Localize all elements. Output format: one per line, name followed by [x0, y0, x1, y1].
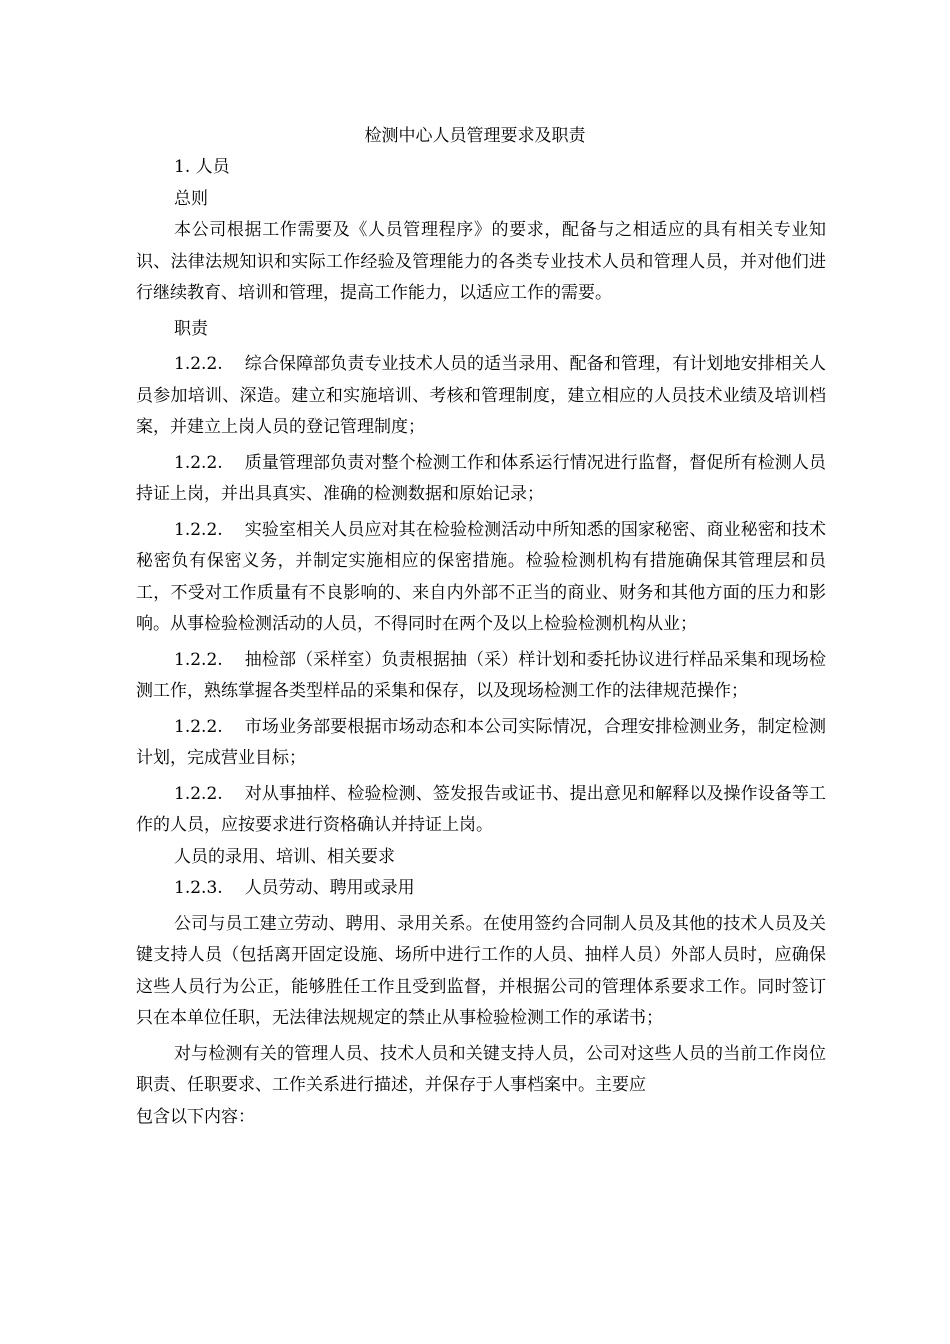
duty-text: 抽检部（采样室）负责根据抽（采）样计划和委托协议进行样品采集和现场检测工作，熟练掌握各类型样品的采集和保存，以及现场检测工作的法律规范操作；	[136, 649, 826, 701]
duty-text: 实验室相关人员应对其在检验检测活动中所知悉的国家秘密、商业秘密和技术秘密负有保密义务，并制定实施相应的保密措施。检验检测机构有措施确保其管理层和员工，不受对工作质量有不良影响的、来自内外部不正当的商业、财务和其他方面的压力和影响。从事检验检测活动的人员，不得同时在两个及以上检验检测机构从业；	[136, 519, 826, 634]
document-body	[136, 152, 826, 1133]
paragraph-last: 包含以下内容：	[136, 1106, 255, 1127]
duty-text: 质量管理部负责对整个检测工作和体系运行情况进行监督，督促所有检测人员持证上岗，并出具真实、准确的检测数据和原始记录；	[136, 452, 826, 504]
duty-item	[136, 349, 826, 444]
heading-hiring: 人员的录用、培训、相关要求	[174, 846, 395, 867]
duty-item	[136, 448, 826, 511]
paragraph-description: 对与检测有关的管理人员、技术人员和关键支持人员，公司对这些人员的当前工作岗位职责、任职要求、工作关系进行描述，并保存于人事档案中。主要应	[136, 1043, 826, 1095]
duty-text: 综合保障部负责专业技术人员的适当录用、配备和管理，有计划地安排相关人员参加培训、深造。建立和实施培训、考核和管理制度，建立相应的人员技术业绩及培训档案，并建立上岗人员的登记管理制度；	[136, 354, 826, 437]
duty-item	[136, 779, 826, 842]
duty-item	[136, 712, 826, 775]
duty-number: 1.2.2.	[174, 452, 223, 473]
heading-section-1: 1. 人员	[174, 157, 230, 177]
duty-number: 1.2.2.	[174, 649, 223, 670]
duty-number: 1.2.2.	[174, 519, 223, 540]
subheading-number: 1.2.3.	[174, 878, 223, 898]
heading-general: 总则	[174, 188, 208, 209]
paragraph-hiring: 公司与员工建立劳动、聘用、录用关系。在使用签约合同制人员及其他的技术人员及关键支持人员（包括离开固定设施、场所中进行工作的人员、抽样人员）外部人员时，应确保这些人员行为公正，能够胜任工作且受到监督，并根据公司的管理体系要求工作。同时签订只在本单位任职，无法律法规规定的禁止从事检验检测工作的承诺书；	[136, 913, 826, 1028]
subheading-hiring	[136, 873, 826, 905]
duty-item	[136, 515, 826, 641]
duty-number: 1.2.2.	[174, 783, 223, 804]
duty-number: 1.2.2.	[174, 354, 223, 374]
document-title: 检测中心人员管理要求及职责	[364, 126, 586, 146]
duty-item	[136, 645, 826, 708]
duty-number: 1.2.2.	[174, 716, 223, 737]
subheading-text: 人员劳动、聘用或录用	[244, 878, 415, 898]
duty-text: 对从事抽样、检验检测、签发报告或证书、提出意见和解释以及操作设备等工作的人员，应按要求进行资格确认并持证上岗。	[136, 783, 826, 835]
heading-duties: 职责	[174, 318, 208, 339]
duty-text: 市场业务部要根据市场动态和本公司实际情况，合理安排检测业务，制定检测计划，完成营业目标；	[136, 716, 826, 768]
paragraph-general: 本公司根据工作需要及《人员管理程序》的要求，配备与之相适应的具有相关专业知识、法律法规知识和实际工作经验及管理能力的各类专业技术人员和管理人员，并对他们进行继续教育、培训和管理，提高工作能力，以适应工作的需要。	[136, 220, 826, 303]
